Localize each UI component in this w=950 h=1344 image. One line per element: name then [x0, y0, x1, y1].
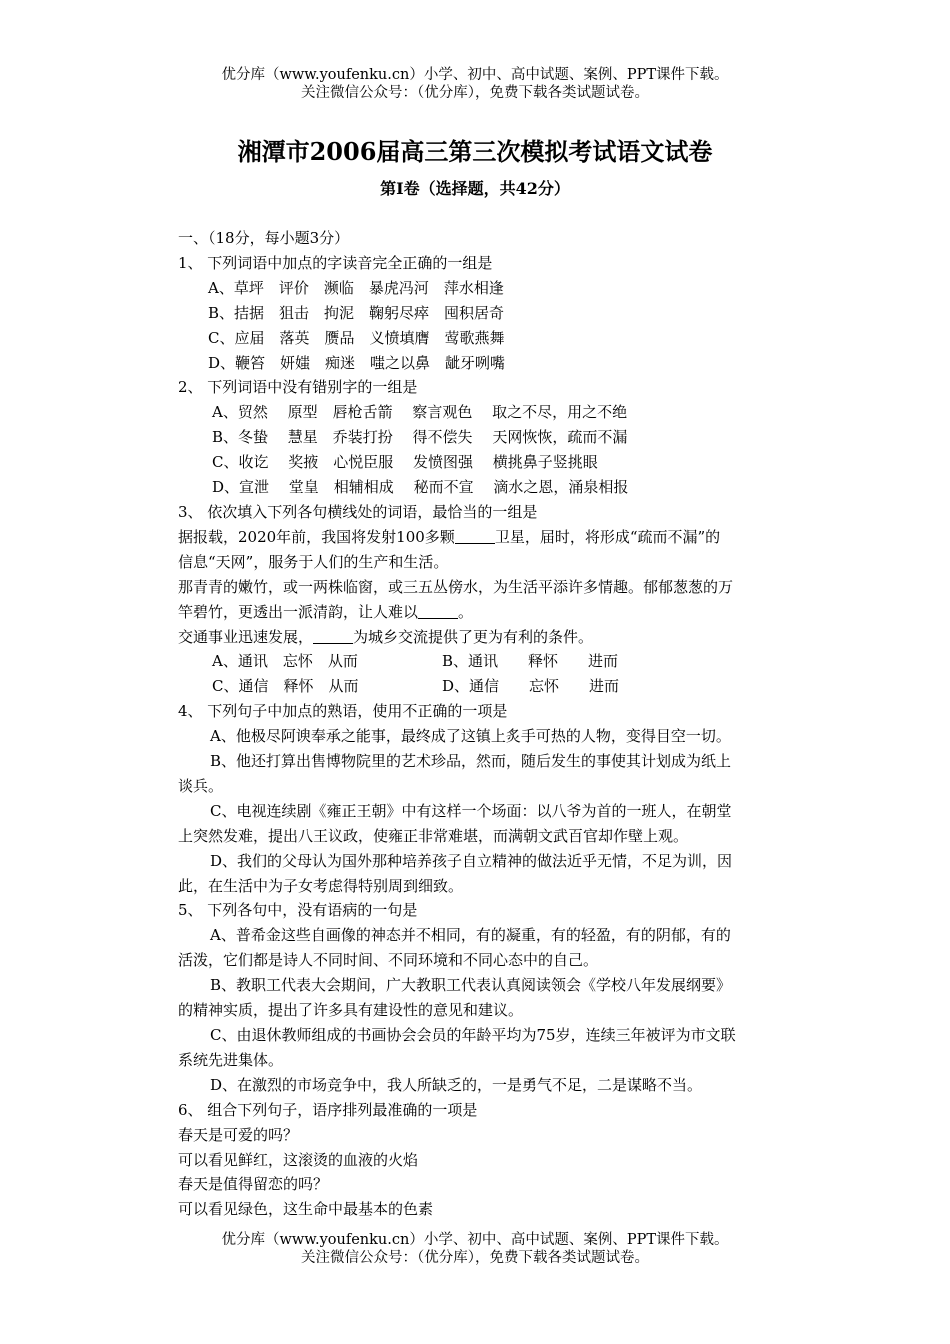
question-3	[178, 500, 808, 699]
exam-title: 湘潭市2006届高三第三次模拟考试语文试卷	[237, 137, 713, 166]
option-c: C、应届 落英 赝品 义愤填膺 莺歌燕舞	[208, 328, 505, 347]
question-stem: 2、 下列词语中没有错别字的一组是	[178, 378, 418, 397]
option-a: A、草坪 评价 濒临 暴虎冯河 萍水相逢	[208, 278, 504, 297]
sentence-2-line-1: 那青青的嫩竹，或一两株临窗，或三五丛傍水，为生活平添许多情趣。郁郁葱葱的万	[178, 577, 734, 596]
question-1	[178, 251, 808, 376]
fill-blank	[455, 527, 495, 544]
option-row-cd	[178, 674, 808, 699]
question-stem: 3、 依次填入下列各句横线处的词语，最恰当的一组是	[178, 502, 538, 521]
footer-line-1: 优分库（www.youfenku.cn）小学、初中、高中试题、案例、PPT课件下载。	[221, 1232, 729, 1248]
option-c-line-2: 系统先进集体。	[178, 1050, 284, 1069]
question-6	[178, 1098, 808, 1223]
question-stem: 4、 下列句子中加点的熟语，使用不正确的一项是	[178, 702, 508, 721]
option-c-line-1: C、由退休教师组成的书画协会会员的年龄平均为75岁，连续三年被评为市文联	[210, 1026, 736, 1044]
option-b-line-1: B、教职工代表大会期间，广大教职工代表认真阅读领会《学校八年发展纲要》	[210, 976, 732, 995]
option-d: D、通信 忘怀 进而	[442, 677, 620, 696]
section-heading: 一、（18分，每小题3分）	[178, 229, 350, 247]
sentence-2-line-2: 竿碧竹，更透出一派清韵，让人难以 。	[178, 602, 474, 621]
question-stem: 5、 下列各句中，没有语病的一句是	[178, 901, 418, 920]
question-2	[178, 375, 808, 500]
sentence-line: 春天是可爱的吗？	[178, 1125, 299, 1144]
part-subtitle: 第I卷（选择题，共42分）	[380, 179, 570, 198]
option-a: A、他极尽阿谀奉承之能事，最终成了这镇上炙手可热的人物，变得目空一切。	[210, 727, 731, 746]
option-b-line-2: 谈兵。	[178, 776, 224, 795]
option-a: A、贸然 原型 唇枪舌箭 察言观色 取之不尽，用之不绝	[212, 403, 628, 422]
option-d-line-1: D、我们的父母认为国外那种培养孩子自立精神的做法近乎无情，不足为训，因	[210, 851, 733, 870]
sentence-3: 交通事业迅速发展， 为城乡交流提供了更为有利的条件。	[178, 627, 594, 646]
option-a-line-1: A、普希金这些自画像的神态并不相同，有的凝重，有的轻盈，有的阴郁，有的	[210, 926, 731, 945]
option-d-line-2: 此，在生活中为子女考虑得特别周到细致。	[178, 876, 464, 895]
option-d: D、在激烈的市场竞争中，我人所缺乏的，一是勇气不足，二是谋略不当。	[210, 1075, 703, 1094]
option-b: B、拮据 狙击 拘泥 鞠躬尽瘁 囤积居奇	[208, 303, 505, 322]
exam-content	[178, 226, 808, 1222]
option-c-line-1: C、电视连续剧《雍正王朝》中有这样一个场面：以八爷为首的一班人，在朝堂	[210, 801, 732, 820]
sentence-line: 可以看见鲜红，这滚烫的血液的火焰	[178, 1150, 419, 1169]
option-c: C、通信 释怀 从而	[212, 677, 359, 696]
question-stem: 6、 组合下列句子，语序排列最准确的一项是	[178, 1100, 478, 1119]
sentence-1-line-2: 信息“天网”，服务于人们的生产和生活。	[178, 552, 449, 571]
option-a-line-2: 活泼，它们都是诗人不同时间、不同环境和不同心态中的自己。	[178, 951, 599, 970]
header-line-2: 关注微信公众号：（优分库），免费下载各类试题试卷。	[301, 85, 649, 101]
question-4	[178, 699, 808, 898]
question-5	[178, 898, 808, 1097]
header-line-1: 优分库（www.youfenku.cn）小学、初中、高中试题、案例、PPT课件下载。	[221, 67, 729, 83]
fill-blank	[313, 627, 353, 644]
footer-line-2: 关注微信公众号：（优分库），免费下载各类试题试卷。	[301, 1250, 649, 1266]
sentence-line: 可以看见绿色，这生命中最基本的色素	[178, 1200, 434, 1219]
sentence-1-line-1: 据报载，2020年前，我国将发射100多颗 卫星，届时，将形成“疏而不漏”的	[178, 527, 721, 546]
option-b-line-2: 的精神实质，提出了许多具有建设性的意见和建议。	[178, 1001, 524, 1020]
option-c-line-2: 上突然发难，提出八王议政，使雍正非常难堪，而满朝文武百官却作壁上观。	[178, 826, 689, 845]
option-c: C、收讫 奖掖 心悦臣服 发愤图强 横挑鼻子竖挑眼	[212, 453, 598, 472]
option-b: B、冬蛰 慧星 乔装打扮 得不偿失 天网恢恢，疏而不漏	[212, 428, 628, 447]
option-d: D、鞭笞 妍媸 痴迷 嗤之以鼻 龇牙咧嘴	[208, 353, 506, 372]
sentence-line: 春天是值得留恋的吗？	[178, 1175, 329, 1194]
option-b-line-1: B、他还打算出售博物院里的艺术珍品，然而，随后发生的事使其计划成为纸上	[210, 752, 732, 771]
fill-blank	[418, 602, 458, 619]
option-d: D、宣泄 堂皇 相辅相成 秘而不宣 滴水之恩，涌泉相报	[212, 478, 629, 497]
option-b: B、通讯 释怀 进而	[442, 652, 619, 671]
question-stem: 1、 下列词语中加点的字读音完全正确的一组是	[178, 253, 493, 272]
option-row-ab	[178, 649, 808, 674]
option-a: A、通讯 忘怀 从而	[212, 652, 358, 671]
